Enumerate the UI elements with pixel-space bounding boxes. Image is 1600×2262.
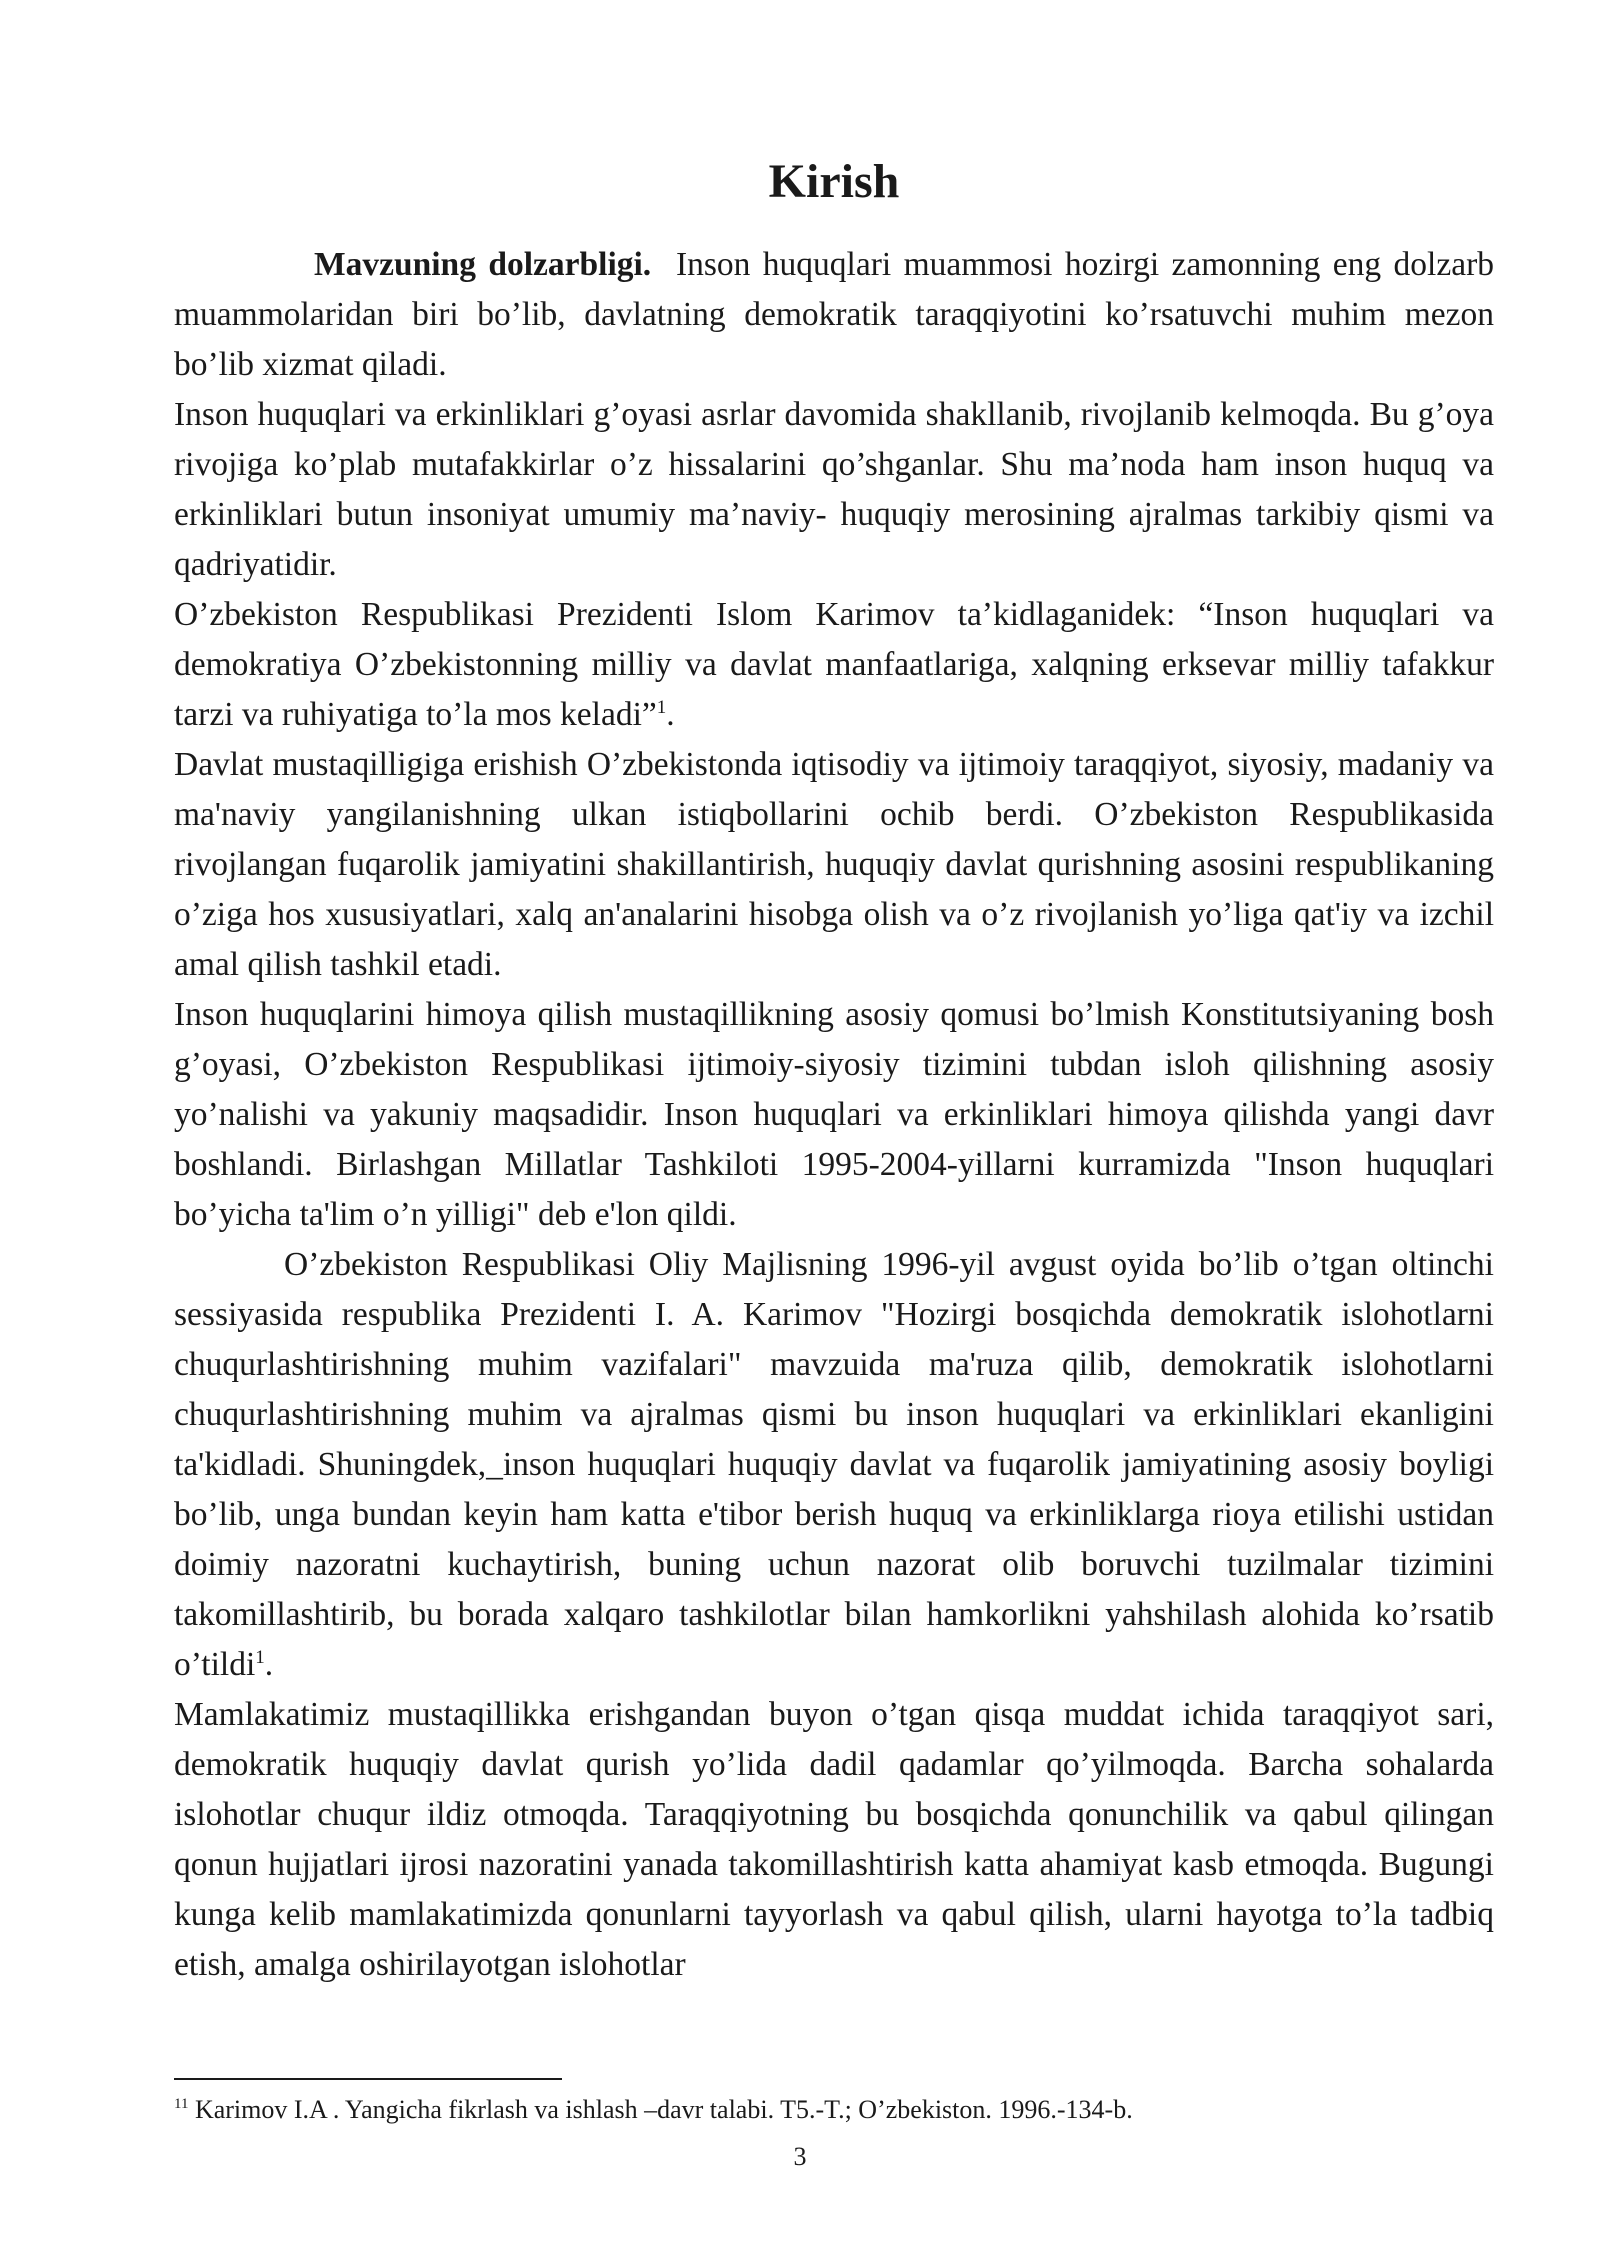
page-number: 3: [793, 2142, 807, 2171]
lead-heading: Mavzuning dolzarbligi.: [314, 246, 652, 283]
session-paragraph: [174, 1240, 1494, 1690]
session-text: O’zbekiston Respublikasi Oliy Majlisning 1996-yil avgust oyida bo’lib o’tgan oltinchi sessiyasida respublika Prezidenti I. A. Karimov "Hozirgi bosqichda demokratik islohotlarni chuqurlashtirishning muhim vazifalari" mavzuida ma'ruza qilib, demokratik islohotlarni chuqurlashtirishning muhim va ajralmas qismi bu inson huquqlari va erkinliklari ekanligini ta'kidladi. Shuningdek,_inson huquqlari huquqiy davlat va fuqarolik jamiyatining asosiy boyligi bo’lib, unga bundan keyin ham katta e'tibor berish huquq va erkinliklarga rioya etilishi ustidan doimiy nazoratni kuchaytirish, buning uchun nazorat olib boruvchi tuzilmalar tizimini takomillashtirib, bu borada xalqaro tashkilotlar bilan hamkorlikni yahshilash alohida ko’rsatib o’tildi: [174, 1246, 1494, 1683]
session-end: .: [264, 1646, 274, 1683]
footnote: [174, 2092, 1133, 2128]
lead-text: Inson huquqlari muammosi hozirgi zamonning eng dolzarb muammolaridan biri bo’lib, davlatning demokratik taraqqiyotini ko’rsatuvchi muhim mezon bo’lib xizmat qiladi.: [174, 246, 1494, 383]
footnote-mark: 11: [174, 2096, 189, 2112]
paragraph: Mamlakatimiz mustaqillikka erishgandan buyon o’tgan qisqa muddat ichida taraqqiyot sari, demokratik huquqiy davlat qurish yo’lida dadil qadamlar qo’yilmoqda. Barcha sohalarda islohotlar chuqur ildiz otmoqda. Taraqqiyotning bu bosqichda qonunchilik va qabul qilingan qonun hujjatlari ijrosi nazoratini yanada takomillashtirish katta ahamiyat kasb etmoqda. Bugungi kunga kelib mamlakatimizda qonunlarni tayyorlash va qabul qilish, ularni hayotga to’la tadbiq etish, amalga oshirilayotgan islohotlar: [174, 1696, 1494, 1983]
footnote-separator: [174, 2078, 562, 2080]
quote-text: O’zbekiston Respublikasi Prezidenti Islom Karimov ta’kidlaganidek: “Inson huquqlari va demokratiya O’zbekistonning milliy va davlat manfaatlariga, xalqning erksevar milliy tafakkur tarzi va ruhiyatiga to’la mos keladi”: [174, 596, 1494, 733]
quote-end: .: [666, 696, 675, 733]
paragraph: Davlat mustaqilligiga erishish O’zbekistonda iqtisodiy va ijtimoiy taraqqiyot, siyosiy, madaniy va ma'naviy yangilanishning ulkan istiqbollarini ochib berdi. O’zbekiston Respublikasida rivojlangan fuqarolik jamiyatini shakillantirish, huquqiy davlat qurishning asosini respublikaning o’ziga hos xususiyatlari, xalq an'analarini hisobga olish va o’z rivojlanish yo’liga qat'iy va izchil amal qilish tashkil etadi.: [174, 746, 1494, 983]
page-title: Kirish: [768, 155, 900, 208]
page-content: [174, 150, 1494, 1990]
paragraph: Inson huquqlari va erkinliklari g’oyasi asrlar davomida shakllanib, rivojlanib kelmoqda. Bu g’oya rivojiga ko’plab mutafakkirlar o’z hissalarini qo’shganlar. Shu ma’noda ham inson huquq va erkinliklari butun insoniyat umumiy ma’naviy- huquqiy merosining ajralmas tarkibiy qismi va qadriyatidir.: [174, 396, 1494, 583]
footnote-text: Karimov I.A . Yangicha fikrlash va ishlash –davr talabi. T5.-T.; O’zbekiston. 1996.-134-b.: [194, 2095, 1133, 2124]
lead-paragraph: [174, 240, 1494, 390]
quote-paragraph: [174, 590, 1494, 740]
footnote-reference[interactable]: 1: [656, 697, 667, 718]
footnote-reference[interactable]: 1: [255, 1647, 265, 1668]
paragraph: Inson huquqlarini himoya qilish mustaqillikning asosiy qomusi bo’lmish Konstitutsiyaning bosh g’oyasi, O’zbekiston Respublikasi ijtimoiy-siyosiy tizimini tubdan isloh qilishning asosiy yo’nalishi va yakuniy maqsadidir. Inson huquqlari va erkinliklari himoya qilishda yangi davr boshlandi. Birlashgan Millatlar Tashkiloti 1995-2004-yillarni kurramizda "Inson huquqlari bo’yicha ta'lim o’n yilligi" deb e'lon qildi.: [174, 996, 1494, 1233]
body-text: [174, 240, 1494, 1990]
